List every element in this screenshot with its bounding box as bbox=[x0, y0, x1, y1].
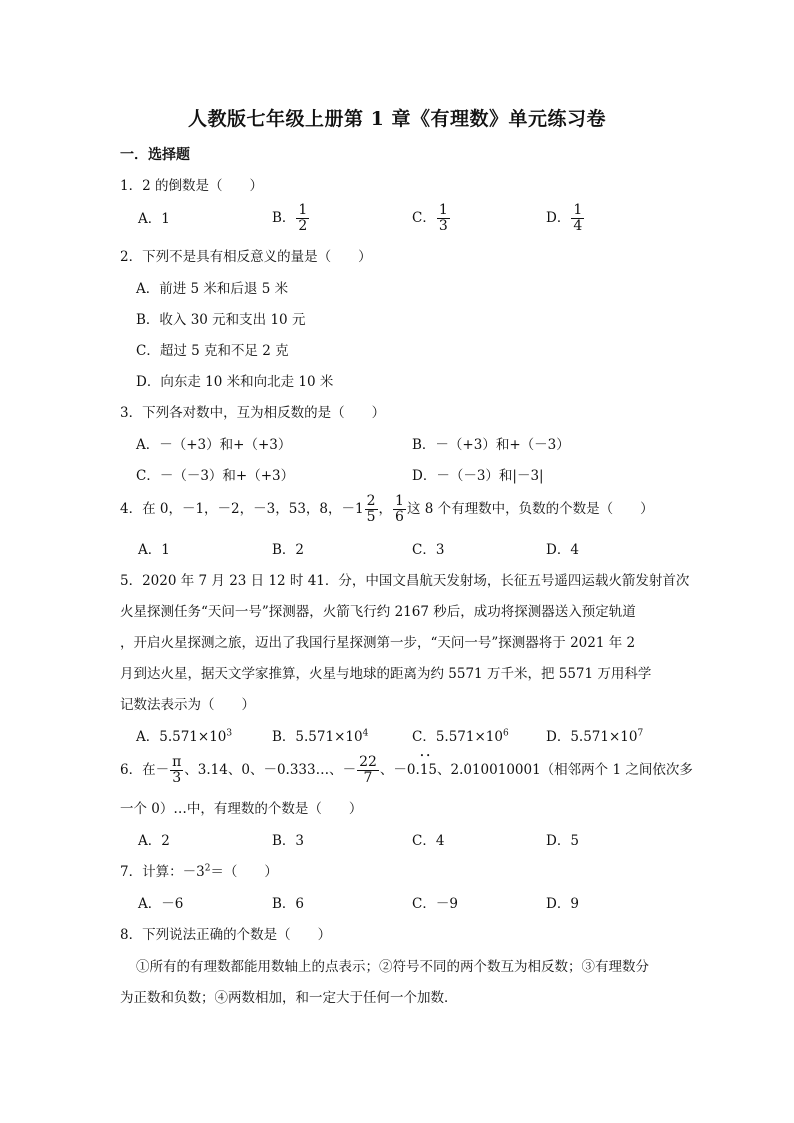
question-2-option-b: B．收入 30 元和支出 10 元 bbox=[136, 312, 306, 328]
question-3-option-b: B．－（+3）和+（－3） bbox=[412, 437, 570, 453]
question-1-stem: 1．2 的倒数是（ ） bbox=[120, 178, 263, 194]
question-1-option-d bbox=[546, 203, 585, 234]
question-2-option-d: D．向东走 10 米和向北走 10 米 bbox=[136, 374, 334, 390]
question-6-option-d: D．5 bbox=[546, 833, 579, 849]
stem-text: ＝（ ） bbox=[210, 864, 278, 880]
question-4-option-c: C．3 bbox=[412, 542, 445, 558]
denominator: 2 bbox=[298, 218, 308, 234]
question-4-option-d: D．4 bbox=[546, 542, 579, 558]
exponent: 2 bbox=[204, 863, 211, 874]
question-1-option-b bbox=[272, 203, 310, 234]
exponent: 3 bbox=[226, 728, 233, 739]
option-text: B．5.571×10 bbox=[272, 729, 363, 745]
question-5-option-a bbox=[136, 728, 232, 746]
exponent: 6 bbox=[502, 728, 509, 739]
question-6-option-c: C．4 bbox=[412, 833, 445, 849]
question-5-line-1: 5．2020 年 7 月 23 日 12 时 41．分，中国文昌航天发射场，长征五号遥四运载火箭发射首次 bbox=[120, 573, 690, 589]
option-label: C． bbox=[412, 210, 436, 226]
question-2-option-a: A．前进 5 米和后退 5 米 bbox=[136, 281, 289, 297]
numerator: 22 bbox=[359, 754, 377, 770]
question-2-option-c: C．超过 5 克和不足 2 克 bbox=[136, 343, 289, 359]
question-5-line-5: 记数法表示为（ ） bbox=[120, 697, 255, 713]
option-label: B． bbox=[272, 210, 296, 226]
question-4-option-a: A．1 bbox=[138, 542, 170, 558]
fraction bbox=[571, 203, 584, 234]
question-4-option-b: B．2 bbox=[272, 542, 305, 558]
stem-text: 7．计算：－3 bbox=[120, 864, 205, 880]
fraction bbox=[170, 755, 183, 786]
question-6-line-2: 一个 0）…中，有理数的个数是（ ） bbox=[120, 801, 363, 817]
question-8-line-1: ①所有的有理数都能用数轴上的点表示；②符号不同的两个数互为相反数；③有理数分 bbox=[136, 959, 649, 975]
stem-text: 这 8 个有理数中，负数的个数是（ ） bbox=[406, 501, 654, 517]
question-6-option-a: A．2 bbox=[138, 833, 170, 849]
stem-text: 、－0. bbox=[379, 762, 420, 778]
question-5-option-b bbox=[272, 728, 368, 746]
question-1-option-a: A．1 bbox=[138, 211, 170, 227]
question-8-line-2: 为正数和负数；④两数相加，和一定大于任何一个加数． bbox=[120, 990, 458, 1006]
exponent: 4 bbox=[362, 728, 369, 739]
question-8-stem: 8．下列说法正确的个数是（ ） bbox=[120, 927, 332, 943]
denominator: 4 bbox=[573, 218, 583, 234]
denominator: 6 bbox=[395, 509, 404, 525]
repeating-decimal: • • 15 bbox=[420, 761, 437, 779]
fraction bbox=[296, 203, 309, 234]
numerator: 1 bbox=[573, 202, 583, 218]
question-7-option-a: A．－6 bbox=[138, 896, 184, 912]
numerator: π bbox=[172, 754, 182, 770]
fraction bbox=[357, 755, 379, 786]
question-7-stem bbox=[120, 863, 278, 881]
fraction bbox=[365, 494, 378, 525]
fraction bbox=[393, 494, 406, 525]
question-5-line-4: 月到达火星，据天文学家推算，火星与地球的距离为约 5571 万千米，把 5571 万用科学 bbox=[120, 666, 652, 682]
question-5-line-2: 火星探测任务“天问一号”探测器，火箭飞行约 2167 秒后，成功将探测器送入预定轨道 bbox=[120, 604, 636, 620]
numerator: 2 bbox=[366, 493, 376, 509]
stem-text: 6．在－ bbox=[120, 762, 170, 778]
question-5-line-3: ，开启火星探测之旅，迈出了我国行星探测第一步，“天问一号”探测器将于 2021 年 2 bbox=[120, 635, 636, 651]
section-heading: 一．选择题 bbox=[120, 147, 190, 163]
question-6-line-1 bbox=[120, 755, 693, 786]
denominator: 7 bbox=[363, 770, 373, 786]
stem-text: 、2.010010001（相邻两个 1 之间依次多 bbox=[437, 762, 693, 778]
question-6-option-b: B．3 bbox=[272, 833, 305, 849]
separator: ， bbox=[378, 501, 393, 517]
stem-text: 4．在 0，－1，－2，－3，53，8，－1 bbox=[120, 501, 364, 517]
option-text: C．5.571×10 bbox=[412, 729, 503, 745]
question-7-option-b: B．6 bbox=[272, 896, 305, 912]
question-3-option-d: D．－（－3）和|－3| bbox=[412, 468, 544, 484]
question-1-option-c bbox=[412, 203, 451, 234]
question-3-option-c: C．－（－3）和+（+3） bbox=[136, 468, 295, 484]
option-label: D． bbox=[546, 210, 571, 226]
question-7-option-d: D．9 bbox=[546, 896, 579, 912]
question-3-option-a: A．－（+3）和+（+3） bbox=[136, 437, 292, 453]
question-3-stem: 3．下列各对数中，互为相反数的是（ ） bbox=[120, 405, 386, 421]
denominator: 3 bbox=[172, 770, 182, 786]
option-text: D．5.571×10 bbox=[546, 729, 638, 745]
option-text: A．5.571×10 bbox=[136, 729, 227, 745]
fraction bbox=[437, 203, 450, 234]
exponent: 7 bbox=[637, 728, 644, 739]
question-5-option-c bbox=[412, 728, 509, 746]
question-5-option-d bbox=[546, 728, 643, 746]
question-4-stem bbox=[120, 494, 654, 525]
numerator: 1 bbox=[395, 493, 404, 509]
numerator: 1 bbox=[298, 202, 308, 218]
page-title: 人教版七年级上册第 1 章《有理数》单元练习卷 bbox=[188, 108, 606, 130]
question-2-stem: 2．下列不是具有相反意义的量是（ ） bbox=[120, 249, 372, 265]
stem-text: 、3.14、0、－0.333…、－ bbox=[184, 762, 357, 778]
numerator: 1 bbox=[438, 202, 448, 218]
denominator: 3 bbox=[438, 218, 448, 234]
denominator: 5 bbox=[366, 509, 376, 525]
question-7-option-c: C．－9 bbox=[412, 896, 458, 912]
